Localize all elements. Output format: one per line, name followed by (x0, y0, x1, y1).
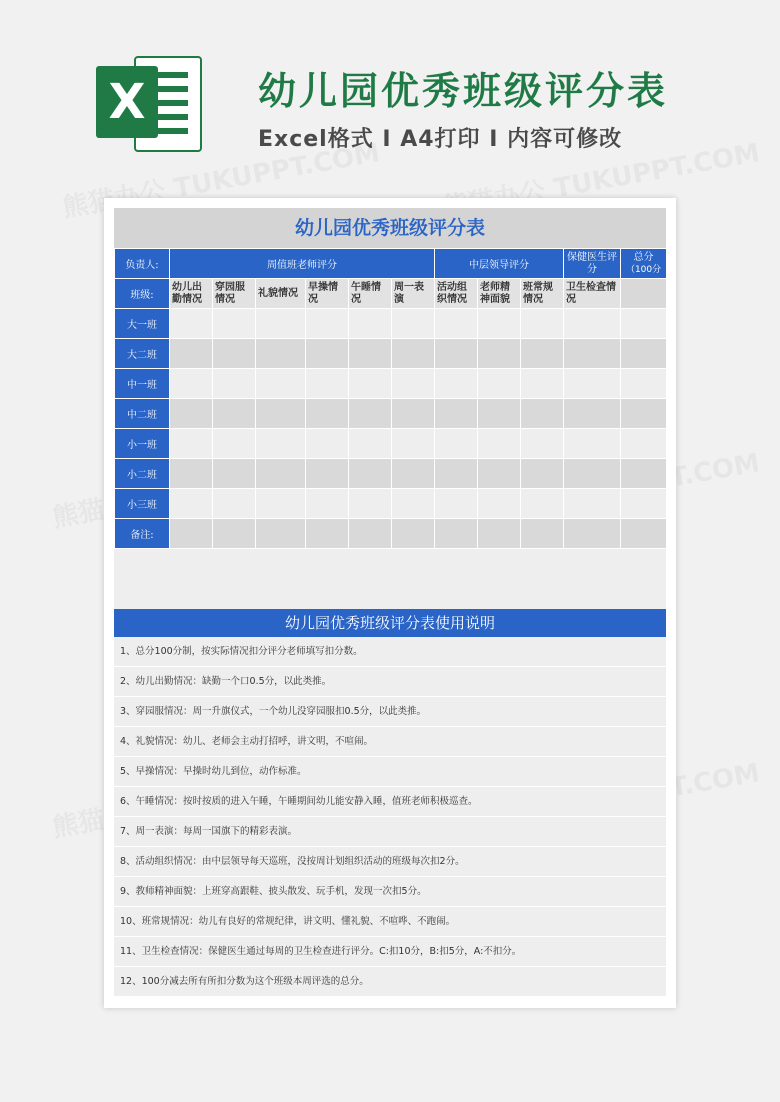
score-cell[interactable] (349, 459, 392, 489)
score-cell[interactable] (392, 429, 435, 459)
score-cell[interactable] (213, 519, 256, 549)
score-cell[interactable] (521, 309, 564, 339)
score-cell[interactable] (306, 489, 349, 519)
score-cell[interactable] (256, 519, 306, 549)
score-cell[interactable] (564, 399, 621, 429)
score-cell[interactable] (349, 489, 392, 519)
instruction-item: 2、幼儿出勤情况：缺勤一个口0.5分，以此类推。 (114, 667, 666, 697)
score-cell[interactable] (621, 309, 667, 339)
document-page (104, 198, 676, 1008)
score-cell[interactable] (349, 519, 392, 549)
score-cell[interactable] (349, 339, 392, 369)
score-cell[interactable] (435, 339, 478, 369)
score-cell[interactable] (306, 399, 349, 429)
class-name: 中二班 (115, 399, 170, 429)
score-cell[interactable] (564, 459, 621, 489)
score-cell[interactable] (478, 519, 521, 549)
instruction-item: 5、早操情况：早操时幼儿到位，动作标准。 (114, 757, 666, 787)
score-cell[interactable] (435, 369, 478, 399)
score-cell[interactable] (213, 309, 256, 339)
score-cell[interactable] (564, 429, 621, 459)
score-cell[interactable] (521, 339, 564, 369)
score-cell[interactable] (478, 309, 521, 339)
score-cell[interactable] (521, 519, 564, 549)
score-cell[interactable] (170, 399, 213, 429)
instructions-title: 幼儿园优秀班级评分表使用说明 (114, 609, 666, 637)
owner-label: 负责人: (115, 249, 170, 279)
score-cell[interactable] (621, 519, 667, 549)
score-cell[interactable] (392, 309, 435, 339)
score-cell[interactable] (392, 399, 435, 429)
score-cell[interactable] (564, 339, 621, 369)
score-cell[interactable] (213, 399, 256, 429)
score-cell[interactable] (306, 459, 349, 489)
table-row (115, 399, 667, 429)
promo-header (0, 0, 780, 190)
score-cell[interactable] (306, 519, 349, 549)
score-cell[interactable] (256, 489, 306, 519)
score-cell[interactable] (392, 369, 435, 399)
score-cell[interactable] (256, 369, 306, 399)
score-cell[interactable] (521, 489, 564, 519)
excel-icon (96, 52, 202, 152)
score-cell[interactable] (213, 429, 256, 459)
header-row-groups (115, 249, 667, 279)
score-cell[interactable] (621, 489, 667, 519)
class-label: 班级: (115, 279, 170, 309)
score-cell[interactable] (213, 489, 256, 519)
score-table (114, 248, 667, 549)
class-name: 小三班 (115, 489, 170, 519)
table-row (115, 519, 667, 549)
instruction-item: 1、总分100分制，按实际情况扣分评分老师填写扣分数。 (114, 637, 666, 667)
class-name: 中一班 (115, 369, 170, 399)
score-cell[interactable] (521, 459, 564, 489)
score-cell[interactable] (170, 459, 213, 489)
score-cell[interactable] (170, 339, 213, 369)
score-cell[interactable] (306, 309, 349, 339)
instructions-list (114, 637, 666, 997)
score-cell[interactable] (213, 459, 256, 489)
score-cell[interactable] (621, 339, 667, 369)
score-cell[interactable] (478, 489, 521, 519)
score-cell[interactable] (621, 459, 667, 489)
header-row-columns (115, 279, 667, 309)
score-cell[interactable] (170, 369, 213, 399)
col-activity: 活动组织情况 (435, 279, 478, 309)
page-title: 幼儿园优秀班级评分表 (258, 69, 669, 113)
score-cell[interactable] (256, 339, 306, 369)
group-teacher-score: 周值班老师评分 (170, 249, 435, 279)
instruction-item: 3、穿园服情况：周一升旗仪式，一个幼儿没穿园服扣0.5分，以此类推。 (114, 697, 666, 727)
score-cell[interactable] (306, 339, 349, 369)
group-leader-score: 中层领导评分 (435, 249, 564, 279)
remark-label: 备注: (115, 519, 170, 549)
score-cell[interactable] (478, 459, 521, 489)
score-cell[interactable] (170, 519, 213, 549)
score-cell[interactable] (564, 519, 621, 549)
table-row (115, 429, 667, 459)
score-cell[interactable] (306, 369, 349, 399)
score-cell[interactable] (521, 399, 564, 429)
score-cell[interactable] (349, 369, 392, 399)
table-row (115, 339, 667, 369)
col-attendance: 幼儿出勤情况 (170, 279, 213, 309)
instruction-item: 9、教师精神面貌：上班穿高跟鞋、披头散发、玩手机，发现一次扣5分。 (114, 877, 666, 907)
score-cell[interactable] (435, 489, 478, 519)
score-cell[interactable] (306, 429, 349, 459)
score-cell[interactable] (478, 369, 521, 399)
excel-letter: X (96, 66, 158, 138)
score-cell[interactable] (478, 399, 521, 429)
score-cell[interactable] (256, 309, 306, 339)
instruction-item: 11、卫生检查情况：保健医生通过每周的卫生检查进行评分。C:扣10分，B:扣5分，A:不扣分。 (114, 937, 666, 967)
instruction-item: 6、午睡情况：按时按质的进入午睡，午睡期间幼儿能安静入睡，值班老师积极巡查。 (114, 787, 666, 817)
total-note: （100分 (625, 264, 662, 275)
class-name: 大二班 (115, 339, 170, 369)
score-cell[interactable] (349, 309, 392, 339)
score-cell[interactable] (170, 429, 213, 459)
instruction-item: 4、礼貌情况：幼儿、老师会主动打招呼，讲文明，不喧闹。 (114, 727, 666, 757)
blank-area (114, 549, 666, 609)
score-cell[interactable] (564, 309, 621, 339)
score-cell[interactable] (621, 369, 667, 399)
score-cell[interactable] (478, 339, 521, 369)
page-subtitle: Excel格式 I A4打印 I 内容可修改 (258, 127, 623, 152)
score-cell[interactable] (564, 489, 621, 519)
score-cell[interactable] (435, 459, 478, 489)
table-row (115, 369, 667, 399)
instruction-item: 10、班常规情况：幼儿有良好的常规纪律，讲文明、懂礼貌、不喧哗、不跑闹。 (114, 907, 666, 937)
score-cell[interactable] (213, 369, 256, 399)
score-cell[interactable] (170, 309, 213, 339)
table-row (115, 309, 667, 339)
total-score-header (621, 249, 667, 279)
score-cell[interactable] (349, 399, 392, 429)
score-cell[interactable] (621, 429, 667, 459)
instruction-item: 8、活动组织情况：由中层领导每天巡班，没按周计划组织活动的班级每次扣2分。 (114, 847, 666, 877)
score-cell[interactable] (392, 519, 435, 549)
instruction-item: 7、周一表演：每周一国旗下的精彩表演。 (114, 817, 666, 847)
score-cell[interactable] (170, 489, 213, 519)
score-cell[interactable] (256, 459, 306, 489)
score-cell[interactable] (478, 429, 521, 459)
score-cell[interactable] (349, 429, 392, 459)
score-cell[interactable] (392, 489, 435, 519)
class-name: 小二班 (115, 459, 170, 489)
score-cell[interactable] (435, 519, 478, 549)
score-cell[interactable] (435, 399, 478, 429)
score-cell[interactable] (256, 429, 306, 459)
total-label: 总分 (633, 251, 654, 263)
score-cell[interactable] (621, 399, 667, 429)
class-name: 小一班 (115, 429, 170, 459)
score-cell[interactable] (392, 339, 435, 369)
col-uniform: 穿园服情况 (213, 279, 256, 309)
score-cell[interactable] (521, 429, 564, 459)
score-cell[interactable] (392, 459, 435, 489)
table-row (115, 489, 667, 519)
col-nap: 午睡情况 (349, 279, 392, 309)
col-manners: 礼貌情况 (256, 279, 306, 309)
score-cell[interactable] (435, 309, 478, 339)
sheet-title: 幼儿园优秀班级评分表 (114, 208, 666, 248)
score-cell[interactable] (256, 399, 306, 429)
table-row (115, 459, 667, 489)
class-rows (115, 309, 667, 549)
col-hygiene: 卫生检查情况 (564, 279, 621, 309)
col-exercise: 早操情况 (306, 279, 349, 309)
score-cell[interactable] (564, 369, 621, 399)
group-doctor-score: 保健医生评分 (564, 249, 621, 279)
score-cell[interactable] (521, 369, 564, 399)
score-cell[interactable] (213, 339, 256, 369)
col-monday-show: 周一表演 (392, 279, 435, 309)
score-cell[interactable] (435, 429, 478, 459)
spreadsheet (114, 208, 666, 997)
col-routine: 班常规情况 (521, 279, 564, 309)
col-total-empty (621, 279, 667, 309)
class-name: 大一班 (115, 309, 170, 339)
col-teacher-spirit: 老师精神面貌 (478, 279, 521, 309)
instruction-item: 12、100分减去所有所扣分数为这个班级本周评选的总分。 (114, 967, 666, 997)
